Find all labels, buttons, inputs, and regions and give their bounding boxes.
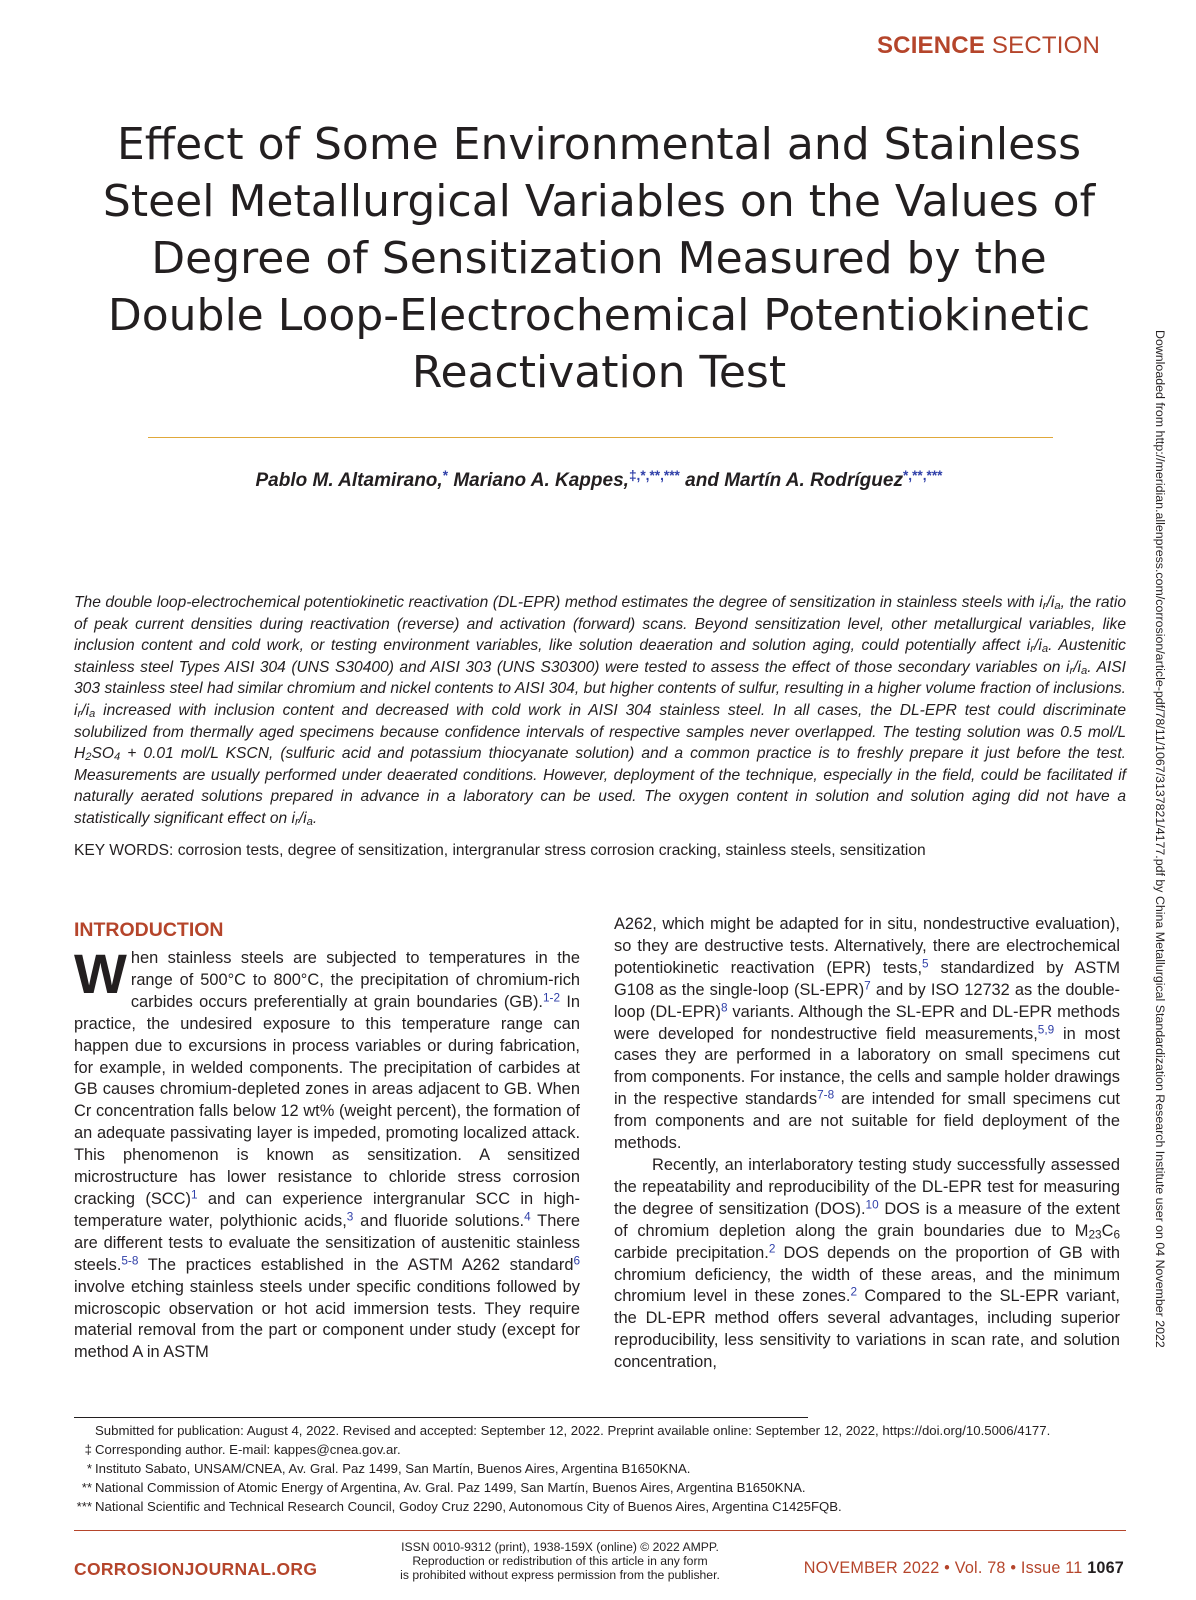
body-text: and by ISO 12732 as the double-loop (DL-EPR) — [614, 980, 1120, 1021]
chem-h-sub: 2 — [85, 751, 92, 764]
body-text: and fluoride solutions. — [353, 1211, 525, 1230]
citation-link[interactable]: 4 — [524, 1209, 531, 1224]
title-divider — [148, 437, 1053, 438]
ratio-slash: / — [1073, 658, 1078, 676]
ratio-i: i — [85, 701, 90, 719]
footnote-text: National Commission of Atomic Energy of Argentina, Av. Gral. Paz 1499, San Martín, Buenos Aires, Argentina B1650KNA. — [95, 1480, 806, 1495]
ratio-sub-r: r — [1069, 665, 1074, 678]
citation-link[interactable]: 1 — [190, 1187, 198, 1202]
chem-formula — [74, 745, 120, 762]
abstract-text: + 0.01 mol/L KSCN, (sulfuric acid and potassium thiocyanate solution) and a common practice is to freshly prepare it just before the test. Measurements are usually performed under deaerated conditions. However, deployment of the technique, especially in the field, could be facilitated if naturally aerated solutions prepared in advance in a laboratory can be used. The oxygen content in solution and solution aging did not have a statistically significant effect on — [74, 745, 1126, 827]
ratio-sub-r: r — [1030, 643, 1034, 656]
body-text: The practices established in the ASTM A262 standard — [138, 1255, 574, 1274]
body-text: A262, which might be adapted for in situ, nondestructive evaluation), so they are destructive tests. Alternatively, there are electrochemical potentiokinetic reactivation (EPR) tests, — [614, 915, 1120, 977]
author-altamirano: Pablo M. Altamirano, — [255, 470, 443, 491]
body-column-left — [74, 918, 580, 1364]
footnote-text: National Scientific and Technical Research Council, Godoy Cruz 2290, Autonomous City of Buenos Aires, Argentina C1425FQB. — [95, 1499, 842, 1514]
ratio-i: i — [1050, 594, 1055, 611]
ratio-i: i — [291, 809, 296, 827]
ratio-slash: / — [81, 701, 86, 719]
section-heading-introduction: INTRODUCTION — [74, 919, 224, 941]
footnote-mark: ‡ — [84, 1442, 92, 1457]
ratio-symbol — [74, 702, 95, 719]
citation-link[interactable]: 6 — [573, 1253, 580, 1268]
abstract — [74, 592, 1126, 830]
author-mark-1[interactable]: * — [442, 467, 449, 483]
ratio-sub-a: a — [1081, 665, 1088, 678]
body-column-right — [614, 914, 1120, 1374]
body-paragraph — [614, 1155, 1120, 1374]
ratio-slash: / — [1046, 594, 1051, 611]
footnote-mark: *** — [76, 1499, 92, 1514]
footnote — [74, 1421, 1134, 1440]
section-label — [877, 32, 1100, 60]
author-line — [74, 467, 1124, 492]
download-note-text: Downloaded from http://meridian.allenpress.com/corrosion/article-pdf/78/11/1067/3137821/4177.pdf by China Metallurgical Standardization Research Institute user on 04 November 2022 — [1153, 330, 1167, 1348]
chem-h: H — [74, 745, 86, 763]
author-mark-2[interactable]: ‡,*,**,*** — [628, 467, 680, 483]
drop-cap: W — [74, 942, 127, 1005]
section-label-bold: SCIENCE — [876, 32, 986, 59]
citation-link[interactable]: 5 — [922, 956, 929, 971]
journal-link[interactable]: CORROSIONJOURNAL.ORG — [74, 1559, 318, 1579]
footnote — [74, 1440, 1134, 1459]
footnote-mark: * — [86, 1461, 92, 1476]
footnote-mark — [74, 1421, 95, 1440]
footnote-text: Corresponding author. E-mail: kappes@cnea.gov.ar. — [95, 1442, 401, 1457]
citation-link[interactable]: 8 — [720, 1000, 728, 1015]
body-text: standardized by ASTM G108 as the single-loop (SL-EPR) — [614, 958, 1120, 999]
ratio-symbol — [1039, 594, 1060, 611]
citation-link[interactable]: 5,9 — [1037, 1022, 1055, 1037]
body-paragraph — [614, 914, 1120, 1155]
ratio-sub-r: r — [295, 816, 299, 829]
body-text: carbide precipitation. — [614, 1243, 769, 1262]
footnote-text: Instituto Sabato, UNSAM/CNEA, Av. Gral. Paz 1499, San Martín, Buenos Aires, Argentina B1650KNA. — [95, 1461, 691, 1476]
abstract-text: , the ratio of peak current densities during reactivation (reverse) and activation (forward) scans. Beyond sensitization level, other metallurgical variables, like inclusion content and cold work, or testing environment variables, like solution deaeration and solution aging, could potentially affect — [74, 594, 1126, 655]
issue-text: NOVEMBER 2022 • Vol. 78 • Issue 11 — [803, 1559, 1083, 1577]
author-connector: and — [685, 470, 719, 491]
ratio-i: i — [303, 809, 307, 827]
permission-line: is prohibited without express permission from the publisher. — [400, 1568, 720, 1583]
ratio-sub-a: a — [1054, 600, 1061, 613]
reproduction-line: Reproduction or redistribution of this article in any form — [412, 1554, 708, 1569]
ratio-symbol — [292, 810, 313, 827]
body-text: In practice, the undesired exposure to this temperature range can happen due to excursions in process variables or during fabrication, for example, in welded components. The precipitation of carbides at GB causes chromium-depleted zones in areas adjacent to GB. When Cr concentration falls below 12 wt% (weight percent), the formation of an adequate passivating layer is impeded, promoting localized attack. This phenomenon is known as sensitization. A sensitized microstructure has lower resistance to chloride stress corrosion cracking (SCC) — [74, 992, 580, 1208]
body-text: Compared to the SL-EPR variant, the DL-EPR method offers several advantages, including superior reproducibility, less sensitivity to variations in scan rate, and solution concentration, — [614, 1287, 1120, 1372]
issue-info — [804, 1559, 1124, 1578]
chem-so-sub: 4 — [114, 751, 121, 764]
body-text: are intended for small specimens cut from components and are not suitable for field deployment of the methods. — [614, 1090, 1120, 1153]
ratio-sub-r: r — [77, 708, 82, 721]
abstract-text: The double loop-electrochemical potentiokinetic reactivation (DL-EPR) method estimates the degree of sensitization in stainless steels with — [74, 594, 1040, 611]
subscript: 23 — [1088, 1227, 1102, 1242]
abstract-text: increased with inclusion content and decreased with cold work in AISI 304 stainless steel. In all cases, the DL-EPR test could discriminate solubilized from thermally aged specimens because confidence intervals of respective samples never overlapped. The testing solution was 0.5 mol/L — [74, 701, 1126, 741]
body-text: involve etching stainless steels under specific conditions followed by microscopic observation or hot acid immersion tests. They require material removal from the part or component under study (except for method A in ASTM — [74, 1277, 580, 1362]
abstract-text: . Austenitic stainless steel Types AISI 304 (UNS S30400) and AISI 303 (UNS S30300) were tested to assess the effect of those secondary variables on — [74, 637, 1126, 676]
ratio-sub-a: a — [306, 816, 313, 829]
footnote — [74, 1459, 1134, 1478]
ratio-sub-a: a — [1041, 643, 1049, 656]
body-text: There are different tests to evaluate the sensitization of austenitic stainless steels. — [74, 1211, 580, 1274]
author-kappes: Mariano A. Kappes, — [453, 470, 629, 491]
ratio-sub-a: a — [89, 708, 96, 721]
ratio-i: i — [1065, 658, 1070, 676]
article-title: Effect of Some Environmental and Stainless Steel Metallurgical Variables on the Values of Degree of Sensitization Measured by the Double Loop-Electrochemical Potentiokinetic Reactivation Test — [102, 119, 1096, 398]
body-text: DOS depends on the proportion of GB with chromium deficiency, the width of these areas, and the minimum chromium level in these zones. — [614, 1243, 1120, 1306]
citation-link[interactable]: 7 — [864, 978, 871, 993]
ratio-i: i — [1026, 637, 1031, 655]
footnotes — [74, 1421, 1134, 1516]
abstract-text: . — [312, 809, 318, 827]
footnote-mark: ** — [81, 1480, 92, 1495]
ratio-i: i — [1038, 637, 1042, 655]
citation-link[interactable]: 3 — [346, 1209, 354, 1224]
body-text: and can experience intergranular SCC in high-temperature water, polythionic acids, — [74, 1189, 581, 1230]
body-text: in most cases they are performed in a laboratory on small specimens cut from components. For instance, the cells and sample holder drawings in the respective standards — [614, 1024, 1120, 1109]
ratio-sub-r: r — [1042, 600, 1047, 613]
footnote-divider — [74, 1417, 808, 1418]
body-text: variants. Although the SL-EPR and DL-EPR methods were developed for nondestructive field measurements, — [614, 1002, 1120, 1043]
body-text: C — [1101, 1221, 1114, 1240]
abstract-text: . AISI 303 stainless steel had similar chromium and nickel contents to AISI 304, but higher contents of sulfur, resulting in a higher volume fraction of inclusions. — [74, 658, 1126, 698]
page-number: 1067 — [1087, 1559, 1124, 1577]
footnote — [74, 1497, 1134, 1516]
author-mark-3[interactable]: *,**,*** — [902, 467, 943, 483]
body-text: DOS is a measure of the extent of chromium depletion along the grain boundaries due to M — [614, 1199, 1120, 1240]
chem-so: SO — [91, 745, 115, 763]
ratio-i: i — [74, 701, 78, 719]
citation-link[interactable]: 2 — [850, 1285, 857, 1300]
body-text: hen stainless steels are subjected to temperatures in the range of 500°C to 800°C, the precipitation of chromium-rich carbides occurs preferentially at grain boundaries (GB). — [130, 949, 580, 1011]
section-label-rest: SECTION — [991, 32, 1100, 59]
citation-link[interactable]: 5-8 — [121, 1253, 139, 1268]
footnote — [74, 1478, 1134, 1497]
keywords: KEY WORDS: corrosion tests, degree of sensitization, intergranular stress corrosion cracking, stainless steels, sensitization — [74, 842, 926, 859]
ratio-i: i — [1039, 594, 1043, 611]
ratio-slash: / — [1034, 637, 1039, 655]
ratio-symbol — [1027, 637, 1048, 654]
citation-link[interactable]: 1-2 — [542, 990, 561, 1005]
ratio-i: i — [1077, 658, 1082, 676]
ratio-slash: / — [298, 809, 304, 827]
citation-link[interactable]: 2 — [768, 1241, 776, 1256]
download-note — [1150, 330, 1170, 1348]
issn-line: ISSN 0010-9312 (print), 1938-159X (online) © 2022 AMPP. — [401, 1540, 719, 1554]
subscript: 6 — [1113, 1227, 1120, 1242]
body-paragraph — [74, 942, 581, 1364]
citation-link[interactable]: 7-8 — [817, 1087, 835, 1102]
body-text: Recently, an interlaboratory testing study successfully assessed the repeatability and reproducibility of the DL-EPR test for measuring the degree of sensitization (DOS). — [614, 1155, 1120, 1218]
copyright-notice — [380, 1540, 740, 1583]
footnote-text: Submitted for publication: August 4, 2022. Revised and accepted: September 12, 2022. Preprint available online: September 12, 2022, https://doi.org/10.5006/4177. — [95, 1423, 1051, 1438]
author-rodriguez: Martín A. Rodríguez — [724, 470, 903, 491]
citation-link[interactable]: 10 — [865, 1197, 879, 1212]
footer-divider — [74, 1530, 1126, 1531]
ratio-symbol — [1066, 659, 1087, 676]
